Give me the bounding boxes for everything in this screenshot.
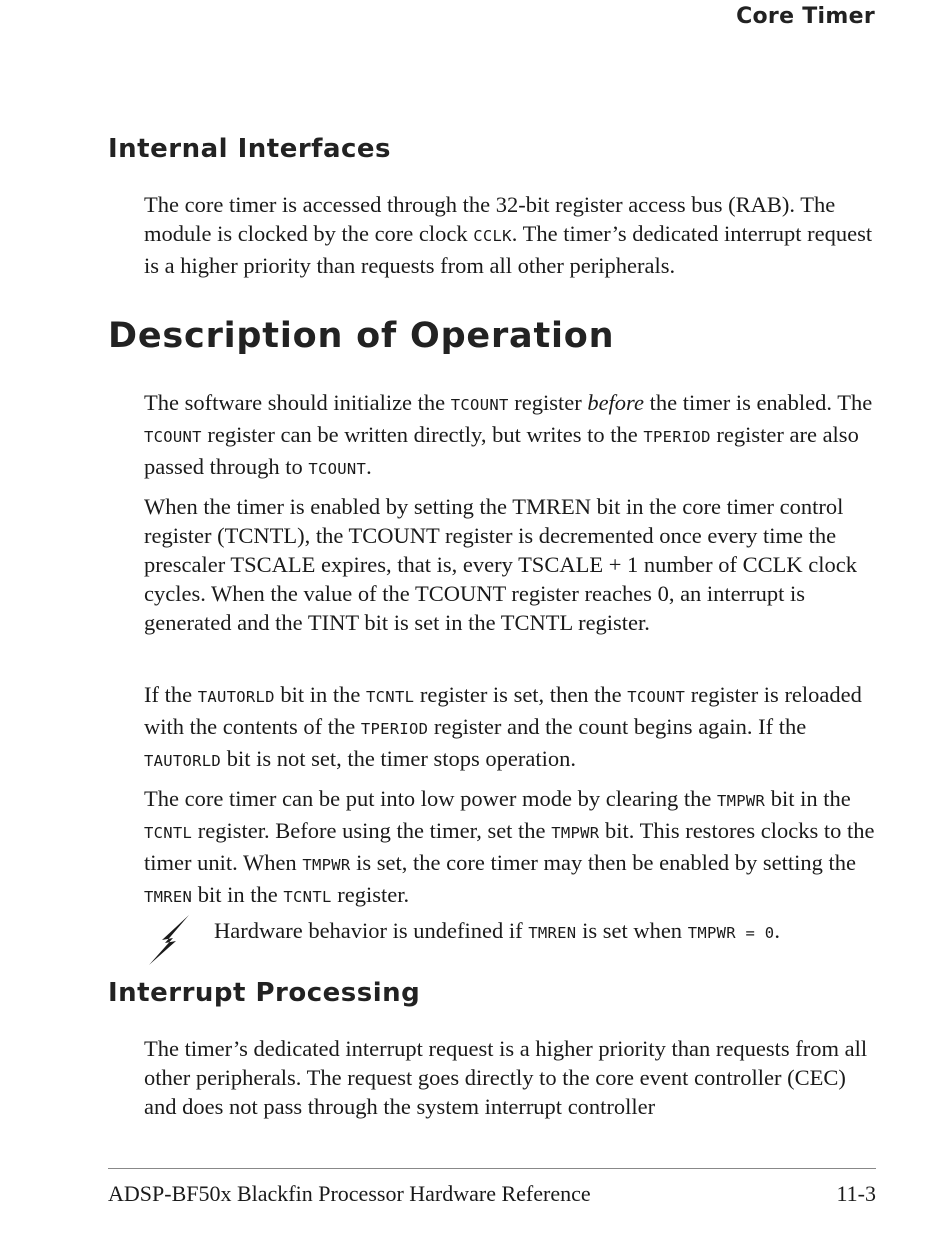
paragraph-interrupt-processing: The timer’s dedicated interrupt request is a higher priority than requests from all other peripherals. The request goes directly to the core event controller (CEC) and does not pass through the system interrupt controller — [144, 1036, 868, 1119]
warning-lightning-icon — [146, 914, 200, 966]
text-run: the timer is enabled. The — [643, 390, 873, 415]
code-term: TMPWR — [551, 824, 600, 842]
section-heading-internal-interfaces: Internal Interfaces — [108, 134, 392, 164]
code-term: TCNTL — [283, 888, 332, 906]
paragraph-timer-enabled: When the timer is enabled by setting the TMREN bit in the core timer control register (TCNTL), the TCOUNT register is decremented once every time the prescaler TSCALE expires, that is, every TSCALE + 1 number of CCLK clock cycles. When the value of the TCOUNT register reaches 0, an interrupt is generated and the TINT bit is set in the TCNTL register. — [144, 494, 857, 635]
text-run: The core timer can be put into low power mode by clearing the — [144, 786, 717, 811]
code-term: TCOUNT — [450, 396, 509, 414]
code-term: TAUTORLD — [197, 688, 275, 706]
text-run: The core timer is accessed through the 32-bit register access bus (RAB). The module is clocked by the core clock — [144, 192, 836, 246]
section-heading-interrupt-processing: Interrupt Processing — [108, 978, 421, 1008]
text-run: register is set, then the — [414, 682, 628, 707]
text-run: register is reloaded with the contents of the — [144, 682, 862, 739]
text-run: If the — [144, 682, 198, 707]
code-term: TAUTORLD — [144, 752, 222, 770]
code-term: TPERIOD — [360, 720, 429, 738]
text-run: is set when — [576, 918, 688, 943]
code-term: CCLK — [473, 227, 512, 245]
section-heading-description-of-operation: Description of Operation — [108, 316, 615, 356]
emphasis-term: before — [587, 390, 644, 415]
warning-text — [214, 916, 780, 948]
text-run: is set, the core timer may then be enabled by setting the — [350, 850, 856, 875]
text-run: bit. This restores clocks to the timer unit. When — [144, 818, 875, 875]
code-term: TMPWR = 0 — [687, 924, 775, 942]
code-term: TMREN — [528, 924, 577, 942]
code-term: TMPWR — [302, 856, 351, 874]
footer-divider — [108, 1168, 876, 1169]
code-term: TCNTL — [144, 824, 193, 842]
code-term: TCNTL — [366, 688, 415, 706]
text-run: register — [508, 390, 588, 415]
text-run: Hardware behavior is undefined if — [214, 918, 529, 943]
paragraph-low-power-mode — [144, 784, 879, 912]
text-run: . The timer’s dedicated interrupt request is a higher priority than requests from all other peripherals. — [144, 221, 873, 278]
footer-book-title: ADSP-BF50x Blackfin Processor Hardware Reference — [108, 1181, 591, 1206]
text-run: register and the count begins again. If the — [428, 714, 807, 739]
text-run: . — [774, 918, 780, 943]
text-run: register are also passed through to — [144, 422, 859, 479]
code-term: TPERIOD — [643, 428, 711, 446]
paragraph-internal-interfaces — [144, 190, 879, 280]
code-term: TCOUNT — [144, 428, 202, 446]
code-term: TCOUNT — [308, 460, 367, 478]
text-run: bit in the — [274, 682, 367, 707]
text-run: register. Before using the timer, set the — [192, 818, 552, 843]
warning-note — [144, 912, 879, 968]
code-term: TMPWR — [716, 792, 766, 810]
running-header-title: Core Timer — [736, 4, 875, 29]
text-run: register can be written directly, but writes to the — [201, 422, 644, 447]
text-run: register. — [331, 882, 410, 907]
code-term: TMREN — [144, 888, 193, 906]
text-run: bit is not set, the timer stops operation. — [221, 746, 577, 771]
text-run: bit in the — [192, 882, 284, 907]
text-run: bit in the — [765, 786, 851, 811]
text-run: The software should initialize the — [144, 390, 451, 415]
text-run: . — [366, 454, 372, 479]
paragraph-initialize-tcount — [144, 388, 879, 484]
code-term: TCOUNT — [627, 688, 686, 706]
paragraph-tautorld — [144, 680, 879, 776]
footer-page-number: 11-3 — [836, 1181, 876, 1206]
